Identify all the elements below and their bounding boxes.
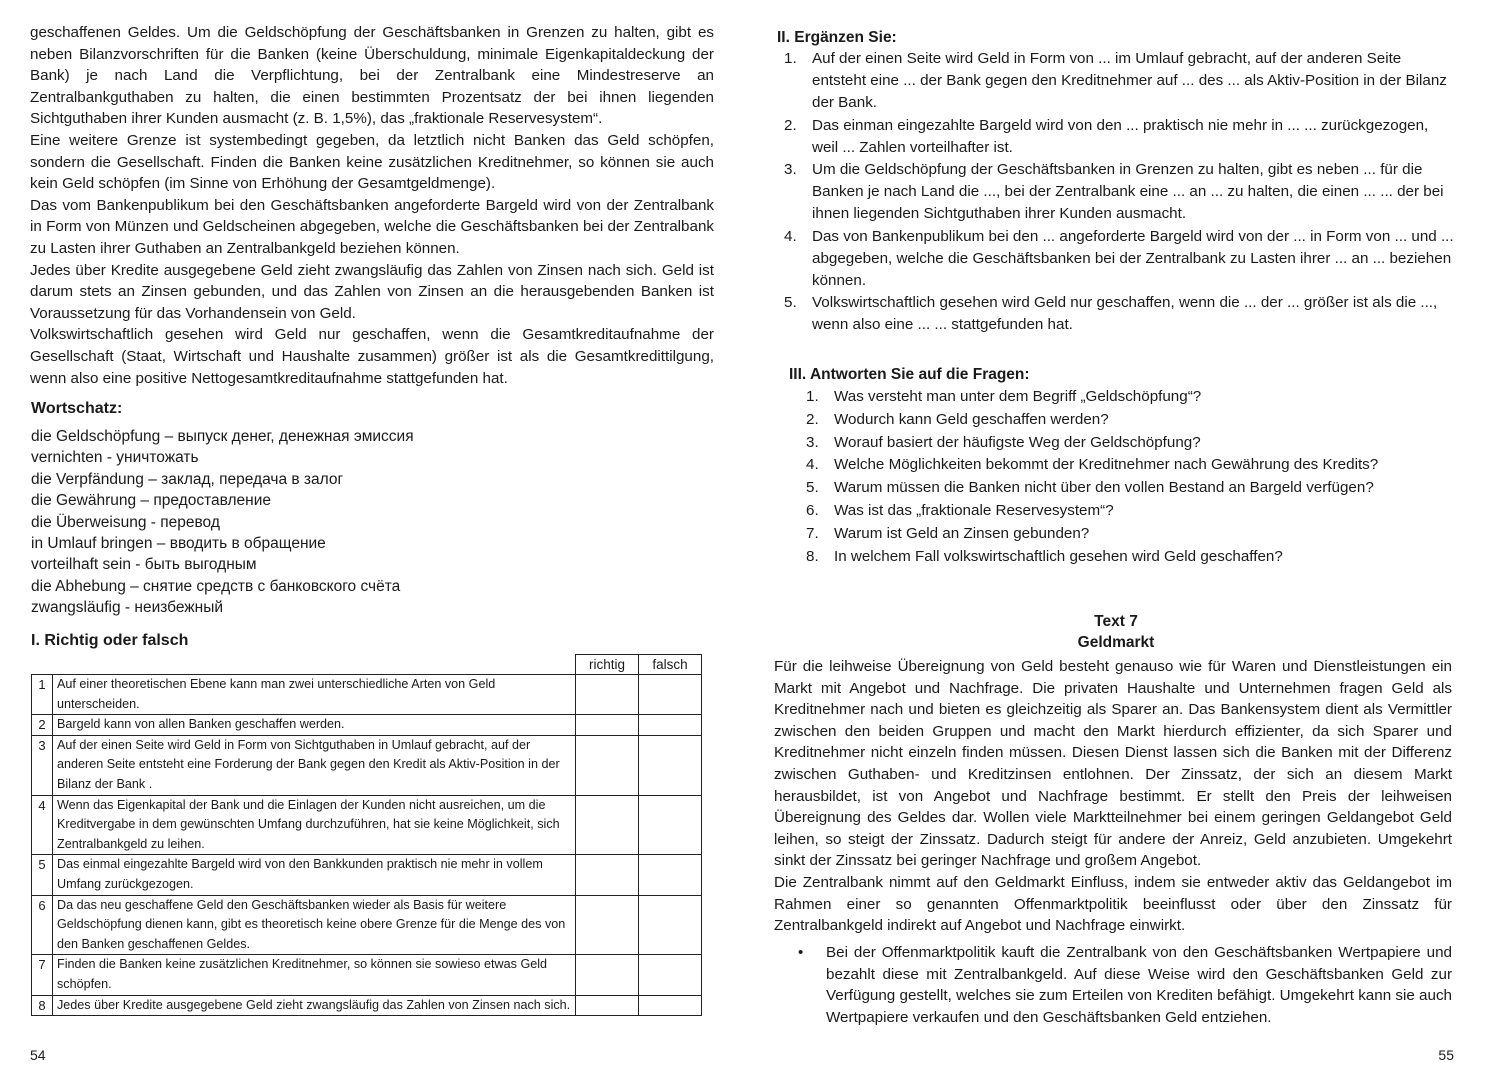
- bullet-icon: •: [798, 944, 804, 961]
- vocab-item: die Gewährung – предоставление: [31, 492, 271, 510]
- list-item: [806, 546, 1426, 569]
- paragraph: Jedes über Kredite ausgegebene Geld zieht zwangsläufig das Zahlen von Zinsen nach sich. Geld ist darum stets an Zinsen gebunden, und das Zahlen von Zinsen an die herausgebenden Banken ist Voraussetzung für das Vorhandensein von Geld.: [30, 261, 714, 322]
- item-number: 3.: [784, 161, 797, 179]
- falsch-column-header: falsch: [639, 655, 702, 675]
- richtig-cell[interactable]: [576, 955, 639, 995]
- item-number: 2.: [784, 116, 797, 134]
- list-item: [806, 477, 1426, 500]
- exercise2-list: [784, 48, 1454, 337]
- item-text: Was ist das „fraktionale Reservesystem“?: [834, 501, 1114, 519]
- list-item: [784, 48, 1454, 114]
- falsch-cell[interactable]: [639, 795, 702, 855]
- item-number: 8.: [806, 547, 819, 565]
- exercise3-heading: III. Antworten Sie auf die Fragen:: [789, 366, 1030, 383]
- item-number: 3.: [806, 433, 819, 451]
- statement-cell: Auf der einen Seite wird Geld in Form von Sichtguthaben in Umlauf gebracht, auf der anderen Seite entsteht eine Forderung der Bank gegen den Kredit als Aktiv-Position in der Bilanz der Bank .: [53, 735, 576, 795]
- item-number: 2.: [806, 410, 819, 428]
- falsch-cell[interactable]: [639, 855, 702, 895]
- statement-cell: Auf einer theoretischen Ebene kann man zwei unterschiedliche Arten von Geld unterscheiden.: [53, 675, 576, 715]
- paragraph: Das vom Bankenpublikum bei den Geschäftsbanken angeforderte Bargeld wird von der Zentralbank in Form von Münzen und Geldscheinen abgegeben, welche die Geschäftsbanken bei der Zentralbank zu Lasten ihrer Guthaben an Zentralbankgeld beziehen können.: [30, 196, 714, 257]
- richtig-cell[interactable]: [576, 855, 639, 895]
- item-number: 1.: [784, 50, 797, 67]
- item-text: Warum ist Geld an Zinsen gebunden?: [834, 524, 1090, 542]
- item-text: Auf der einen Seite wird Geld in Form von ... im Umlauf gebracht, auf der anderen Seite entsteht eine ... der Bank gegen den Kreditnehmer auf ... des ... als Aktiv-Position in der Bilanz der Bank.: [812, 50, 1447, 111]
- list-item: [806, 432, 1426, 455]
- vocab-heading: Wortschatz:: [31, 400, 123, 417]
- row-number: 1: [32, 675, 53, 715]
- row-number: 6: [32, 895, 53, 955]
- falsch-cell[interactable]: [639, 735, 702, 795]
- item-text: Warum müssen die Banken nicht über den vollen Bestand an Bargeld verfügen?: [834, 479, 1374, 497]
- statement-cell: Finden die Banken keine zusätzlichen Kreditnehmer, so können sie sowieso etwas Geld schöpfen.: [53, 955, 576, 995]
- richtig-cell[interactable]: [576, 715, 639, 736]
- list-item: [806, 454, 1426, 477]
- richtig-cell[interactable]: [576, 735, 639, 795]
- statement-cell: Das einmal eingezahlte Bargeld wird von den Bankkunden praktisch nie mehr in vollem Umfang zurückgezogen.: [53, 855, 576, 895]
- true-false-table: [31, 654, 702, 1016]
- page-number: 54: [30, 1047, 46, 1063]
- item-text: Das einman eingezahlte Bargeld wird von den ... praktisch nie mehr in ... ... zurückgezogen, weil ... Zahlen vorteilhafter ist.: [812, 116, 1429, 156]
- right-body-text: [774, 656, 1452, 937]
- falsch-cell[interactable]: [639, 895, 702, 955]
- item-text: In welchem Fall volkswirtschaftlich gesehen wird Geld geschaffen?: [834, 547, 1283, 565]
- richtig-cell[interactable]: [576, 895, 639, 955]
- richtig-cell[interactable]: [576, 675, 639, 715]
- row-number: 7: [32, 955, 53, 995]
- item-number: 7.: [806, 524, 819, 542]
- vocab-item: die Überweisung - перевод: [31, 513, 220, 531]
- text-number: Text 7: [1094, 613, 1138, 630]
- statement-cell: Jedes über Kredite ausgegebene Geld zieht zwangsläufig das Zahlen von Zinsen nach sich.: [53, 995, 576, 1016]
- paragraph: Volkswirtschaftlich gesehen wird Geld nur geschaffen, wenn die Gesamtkreditaufnahme der Gesellschaft (Staat, Wirtschaft und Haushalte zusammen) größer ist als die Gesamtkredittilgung, wenn also eine positive Nettogesamtkreditaufnahme stattgefunden hat.: [30, 326, 714, 387]
- richtig-column-header: richtig: [576, 655, 639, 675]
- item-text: Worauf basiert der häufigste Weg der Geldschöpfung?: [834, 433, 1201, 451]
- item-text: Was versteht man unter dem Begriff „Geldschöpfung“?: [834, 388, 1202, 405]
- row-number: 2: [32, 715, 53, 736]
- statement-cell: Da das neu geschaffene Geld den Geschäftsbanken wieder als Basis für weitere Geldschöpfung dienen kann, gibt es theoretisch keine obere Grenze für die Menge des von den Banken geschaffenen Geldes.: [53, 895, 576, 955]
- table-row: [32, 715, 702, 736]
- bullet-item: [798, 942, 1452, 1028]
- item-text: Volkswirtschaftlich gesehen wird Geld nur geschaffen, wenn die ... der ... größer ist als die ..., wenn also eine ... ... stattgefunden hat.: [812, 294, 1438, 334]
- vocab-item: die Geldschöpfung – выпуск денег, денежная эмиссия: [31, 428, 414, 445]
- item-number: 5.: [784, 294, 797, 312]
- item-number: 1.: [806, 388, 819, 405]
- list-item: [806, 523, 1426, 546]
- statement-cell: Wenn das Eigenkapital der Bank und die Einlagen der Kunden nicht ausreichen, um die Kreditvergabe in dem gewünschten Umfang durchzuführen, hat sie keine Möglichkeit, sich Zentralbankgeld zu leihen.: [53, 795, 576, 855]
- row-number: 4: [32, 795, 53, 855]
- paragraph: Eine weitere Grenze ist systembedingt gegeben, da letztlich nicht Banken das Geld schöpfen, sondern die Gesellschaft. Finden die Banken keine zusätzlichen Kreditnehmer, so können sie auch kein Geld schöpfen (im Sinne von Erhöhung der Gesamtgeldmenge).: [30, 131, 714, 193]
- falsch-cell[interactable]: [639, 955, 702, 995]
- item-number: 4.: [806, 456, 819, 474]
- table-row: [32, 735, 702, 795]
- table-row: [32, 895, 702, 955]
- paragraph: Für die leihweise Übereignung von Geld besteht genauso wie für Waren und Dienstleistungen ein Markt mit Angebot und Nachfrage. Die privaten Haushalte und Unternehmen fragen Geld als Kreditnehmer nach und bieten es gleichzeitig als Sparer an. Das Bankensystem dient als Vermittler zwischen den beiden Gruppen und macht den Markt hierdurch effizienter, da sich Sparer und Kreditnehmer nicht einzeln finden müssen. Diesen Dienst lassen sich die Banken mit der Differenz zwischen Guthaben- und Kreditzinsen entlohnen. Der Zinssatz, der sich an diesem Markt herausbildet, ist von Angebot und Nachfrage bestimmt. Er stellt den Preis der leihweisen Übereignung des Geldes dar. Wollen viele Marktteilnehmer bei einem geringen Geldangebot Geld leihen, so steigt der Zinssatz. Dadurch steigt für andere der Anreiz, Geld anzubieten. Umgekehrt sinkt der Zinssatz bei geringer Nachfrage und großem Angebot.: [774, 658, 1452, 870]
- list-item: [784, 159, 1454, 225]
- list-item: [806, 500, 1426, 523]
- item-text: Um die Geldschöpfung der Geschäftsbanken in Grenzen zu halten, gibt es neben ... für die Banken je nach Land die ..., bei der Zentralbank eine ... an ... zu halten, die einen ... ... der bei ihnen liegenden Sichtguthaben ihrer Kunden ausmacht.: [812, 161, 1444, 223]
- vocab-item: zwangsläufig - неизбежный: [31, 599, 224, 617]
- vocab-item: vernichten - уничтожать: [31, 449, 199, 467]
- list-item: [784, 226, 1454, 292]
- falsch-cell[interactable]: [639, 995, 702, 1016]
- exercise2-heading: II. Ergänzen Sie:: [777, 29, 897, 46]
- paragraph: Die Zentralbank nimmt auf den Geldmarkt Einfluss, indem sie entweder aktiv das Geldangebot im Rahmen einer so genannten Offenmarktpolitik beeinflusst oder über den Zinssatz für Zentralbankgeld indirekt auf Angebot und Nachfrage einwirkt.: [774, 873, 1452, 935]
- richtig-cell[interactable]: [576, 995, 639, 1016]
- row-number: 8: [32, 995, 53, 1016]
- list-item: [784, 292, 1454, 336]
- statement-cell: Bargeld kann von allen Banken geschaffen werden.: [53, 715, 576, 736]
- item-number: 5.: [806, 479, 819, 497]
- list-item: [806, 409, 1426, 432]
- item-number: 6.: [806, 501, 819, 519]
- page-number: 55: [1438, 1047, 1454, 1063]
- item-number: 4.: [784, 227, 797, 245]
- exercise3-list: [806, 386, 1426, 568]
- bullet-text: Bei der Offenmarktpolitik kauft die Zentralbank von den Geschäftsbanken Wertpapiere und bezahlt diese mit Zentralbankgeld. Auf diese Weise wird den Geschäftsbanken Geld zur Verfügung gestellt, welches sie zum Erteilen von Krediten befähigt. Umgekehrt kann sie auch Wertpapiere verkaufen und den Geschäftsbanken Geld entziehen.: [826, 944, 1452, 1026]
- right-page: [744, 0, 1488, 1085]
- table-row: [32, 795, 702, 855]
- left-body-text: [30, 22, 714, 389]
- table-row: [32, 855, 702, 895]
- item-text: Wodurch kann Geld geschaffen werden?: [834, 410, 1109, 428]
- vocab-item: die Abhebung – снятие средств с банковского счёта: [31, 577, 401, 595]
- table-row: [32, 675, 702, 715]
- text-title: Geldmarkt: [1077, 634, 1155, 651]
- table-row: [32, 995, 702, 1016]
- richtig-cell[interactable]: [576, 795, 639, 855]
- paragraph: geschaffenen Geldes. Um die Geldschöpfung der Geschäftsbanken in Grenzen zu halten, gibt es neben Bilanzvorschriften für die Banken (keine Überschuldung, minimale Eigenkapitaldeckung der Bank) je nach Land die Verpflichtung, bei der Zentralbank eine Mindestreserve an Zentralbankguthaben zu halten, die einen bestimmten Prozentsatz der bei ihnen liegenden Sichtguthaben ihrer Kunden ausmacht (z. B. 1,5%), das „fraktionale Reservesystem“.: [30, 24, 714, 128]
- row-number: 5: [32, 855, 53, 895]
- vocab-item: die Verpfändung – заклад, передача в залог: [31, 470, 344, 488]
- vocab-item: in Umlauf bringen – вводить в обращение: [31, 535, 326, 553]
- vocab-item: vorteilhaft sein - быть выгодным: [31, 556, 257, 574]
- table-row: [32, 955, 702, 995]
- vocab-list: [31, 426, 591, 619]
- falsch-cell[interactable]: [639, 715, 702, 736]
- row-number: 3: [32, 735, 53, 795]
- list-item: [806, 386, 1426, 409]
- table-header-row: [32, 655, 702, 675]
- falsch-cell[interactable]: [639, 675, 702, 715]
- exercise1-heading: I. Richtig oder falsch: [31, 632, 189, 649]
- item-text: Welche Möglichkeiten bekommt der Kreditnehmer nach Gewährung des Kredits?: [834, 456, 1379, 474]
- list-item: [784, 115, 1454, 159]
- item-text: Das von Bankenpublikum bei den ... angeforderte Bargeld wird von der ... in Form von ... und ... abgegeben, welche die Geschäftsbanken bei der Zentralbank zu Lasten ihrer ... an ... beziehen können.: [812, 227, 1454, 289]
